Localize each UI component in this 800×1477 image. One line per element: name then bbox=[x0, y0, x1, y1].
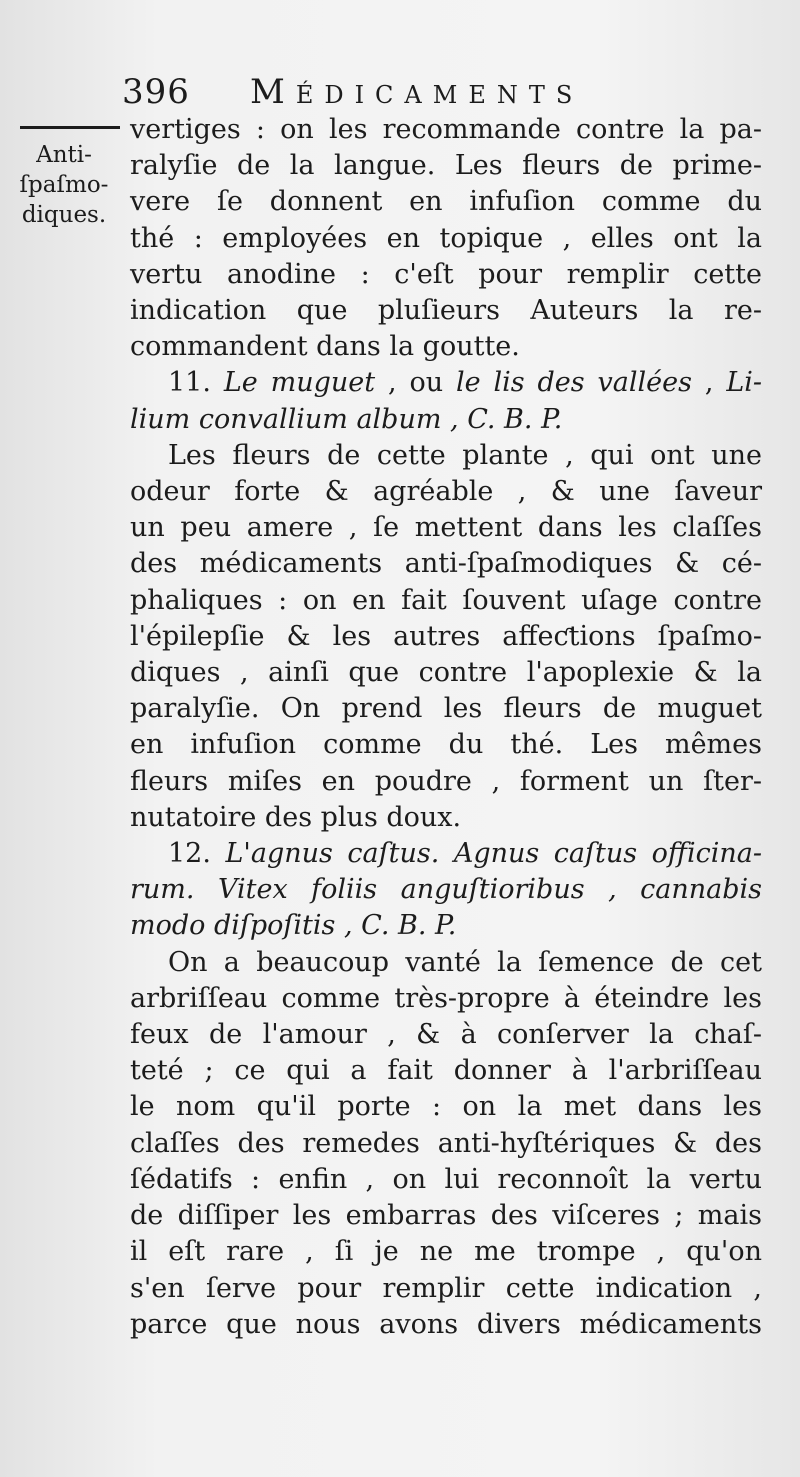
text-line: On a beaucoup vanté la ſemence de cet bbox=[168, 946, 762, 978]
text-line: vertu anodine : c'eſt pour remplir cette bbox=[130, 258, 762, 290]
separator: , ou bbox=[375, 367, 457, 399]
plant-name: L'agnus caſtus. Agnus caſtus officina- bbox=[225, 838, 762, 870]
text-line: parce que nous avons divers médicaments bbox=[130, 1308, 762, 1340]
text-line: phaliques : on en fait ſouvent uſage contre bbox=[130, 584, 762, 616]
entry-11-heading bbox=[130, 365, 762, 401]
text-line: l'épilepſie & les autres affeƈtions ſpaſmo- bbox=[130, 620, 762, 652]
page-number: 396 bbox=[122, 72, 190, 112]
separator: , bbox=[691, 367, 727, 399]
text-line: un peu amere , ſe mettent dans les claſſes bbox=[130, 512, 762, 544]
entry-12-heading bbox=[130, 836, 762, 872]
text-line: de diſſiper les embarras des viſceres ; mais bbox=[130, 1200, 762, 1232]
text-line: arbriſſeau comme très-propre à éteindre les bbox=[130, 982, 762, 1014]
entry-12-latin: modo diſpoſitis , C. B. P. bbox=[130, 910, 457, 942]
margin-note-line: diques. bbox=[21, 202, 107, 228]
text-line: indication que pluſieurs Auteurs la re- bbox=[130, 295, 762, 327]
plant-alt-name: le lis des vallées bbox=[456, 367, 692, 399]
text-line: odeur forte & agréable , & une ſaveur bbox=[130, 476, 762, 508]
text-line: diques , ainſi que contre l'apoplexie & la bbox=[130, 657, 762, 689]
text-line: il eſt rare , ſi je ne me trompe , qu'on bbox=[130, 1236, 762, 1268]
plant-name: Le muguet bbox=[223, 367, 376, 399]
text-line: paralyſie. On prend les fleurs de muguet bbox=[130, 693, 762, 725]
margin-rule bbox=[20, 126, 120, 129]
text-line: feux de l'amour , & à conſerver la chaſ- bbox=[130, 1019, 762, 1051]
text-line: ralyſie de la langue. Les fleurs de prime- bbox=[130, 150, 762, 182]
text-line: fleurs miſes en poudre , forment un ſter- bbox=[130, 765, 762, 797]
reference: , C. B. P. bbox=[441, 403, 563, 435]
margin-note bbox=[4, 140, 124, 230]
running-title: Médicaments bbox=[250, 72, 584, 112]
latin-name: lium convallium album bbox=[130, 403, 442, 435]
text-line: ſédatifs : enfin , on lui reconnoît la vertu bbox=[130, 1163, 762, 1195]
text-line: commandent dans la goutte. bbox=[130, 331, 520, 363]
body-text bbox=[130, 112, 762, 1343]
text-line: thé : employées en topique , elles ont la bbox=[130, 222, 762, 254]
text-line: vertiges : on les recommande contre la pa- bbox=[130, 114, 762, 145]
margin-note-line: ſpaſmo- bbox=[19, 172, 109, 198]
text-line: claſſes des remedes anti-hyſtériques & des bbox=[130, 1127, 762, 1159]
margin-note-line: Anti- bbox=[36, 142, 92, 168]
text-line: vere ſe donnent en infuſion comme du bbox=[130, 186, 762, 218]
text-line: nutatoire des plus doux. bbox=[130, 801, 462, 833]
text-line: teté ; ce qui a fait donner à l'arbriſſeau bbox=[130, 1055, 762, 1087]
text-line: s'en ſerve pour remplir cette indication , bbox=[130, 1272, 762, 1304]
text-line: des médicaments anti-ſpaſmodiques & cé- bbox=[130, 548, 762, 580]
latin-name: Li- bbox=[726, 367, 763, 399]
entry-number: 11. bbox=[168, 367, 211, 399]
text-line: Les fleurs de cette plante , qui ont une bbox=[168, 439, 762, 471]
entry-11-latin bbox=[130, 402, 762, 438]
text-line: le nom qu'il porte : on la met dans les bbox=[130, 1091, 762, 1123]
text-line: en infuſion comme du thé. Les mêmes bbox=[130, 729, 762, 761]
entry-number: 12. bbox=[168, 838, 211, 870]
entry-12-latin: rum. Vitex foliis anguſtioribus , cannabis bbox=[130, 874, 762, 906]
